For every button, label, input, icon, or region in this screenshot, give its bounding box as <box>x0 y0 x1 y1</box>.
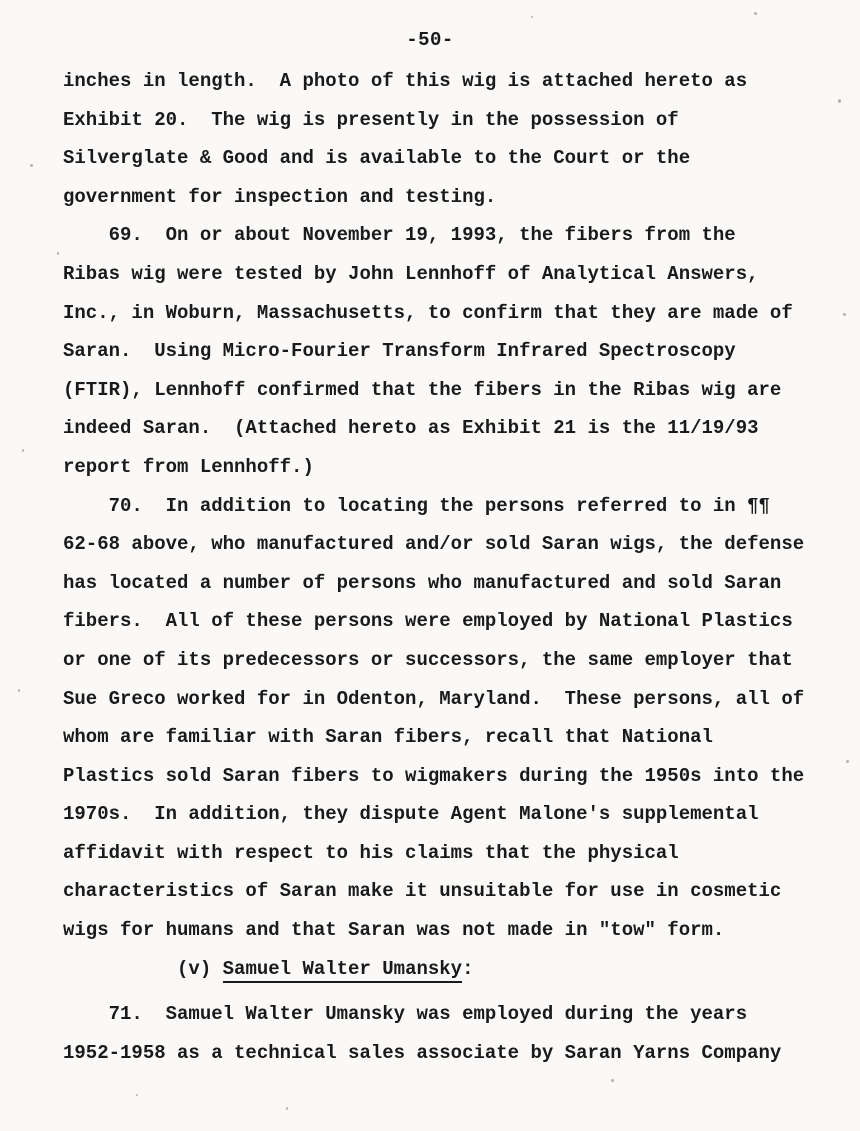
paragraph-continuation <box>63 62 860 216</box>
text-line: 70. In addition to locating the persons referred to in ¶¶ <box>63 494 770 517</box>
text-line: 1952-1958 as a technical sales associate by Saran Yarns Company <box>63 1041 782 1064</box>
text-line: characteristics of Saran make it unsuitable for use in cosmetic <box>63 880 782 903</box>
text-line: fibers. All of these persons were employed by National Plastics <box>63 610 793 633</box>
heading-prefix: (v) <box>63 957 223 980</box>
text-line: Inc., in Woburn, Massachusetts, to confirm that they are made of <box>63 301 793 324</box>
text-line: or one of its predecessors or successors, the same employer that <box>63 648 793 671</box>
scan-speckle <box>611 1079 614 1082</box>
heading-line <box>63 950 860 989</box>
text-line: indeed Saran. (Attached hereto as Exhibit 21 is the 11/19/93 <box>63 417 759 440</box>
text-line: report from Lennhoff.) <box>63 455 314 478</box>
document-body <box>0 62 860 1072</box>
text-line: Plastics sold Saran fibers to wigmakers during the 1950s into the <box>63 764 805 787</box>
text-line: Silverglate & Good and is available to the Court or the <box>63 147 691 170</box>
text-line: 62-68 above, who manufactured and/or sold Saran wigs, the defense <box>63 533 805 556</box>
text-line: whom are familiar with Saran fibers, recall that National <box>63 726 713 749</box>
heading-underlined-text: Samuel Walter Umansky <box>223 958 462 983</box>
text-line: affidavit with respect to his claims that the physical <box>63 841 679 864</box>
text-line: Ribas wig were tested by John Lennhoff of Analytical Answers, <box>63 262 759 285</box>
text-line: Exhibit 20. The wig is presently in the possession of <box>63 108 679 131</box>
text-line: has located a number of persons who manufactured and sold Saran <box>63 571 782 594</box>
text-line: (FTIR), Lennhoff confirmed that the fibers in the Ribas wig are <box>63 378 782 401</box>
subsection-v-heading <box>63 950 860 989</box>
text-line: 71. Samuel Walter Umansky was employed during the years <box>63 1003 748 1026</box>
paragraph-70 <box>63 487 860 950</box>
scan-speckle <box>136 1094 138 1096</box>
text-line: 69. On or about November 19, 1993, the fibers from the <box>63 224 736 247</box>
text-line: Sue Greco worked for in Odenton, Maryland. These persons, all of <box>63 687 805 710</box>
paragraph-71 <box>63 995 860 1072</box>
paragraph-69 <box>63 216 860 486</box>
text-line: wigs for humans and that Saran was not made in "tow" form. <box>63 919 725 942</box>
scan-speckle <box>286 1107 288 1110</box>
text-line: inches in length. A photo of this wig is attached hereto as <box>63 70 748 92</box>
text-line: 1970s. In addition, they dispute Agent Malone's supplemental <box>63 803 759 826</box>
page-number: -50- <box>406 29 454 51</box>
heading-suffix: : <box>462 957 474 980</box>
text-line: Saran. Using Micro-Fourier Transform Infrared Spectroscopy <box>63 340 736 363</box>
text-line: government for inspection and testing. <box>63 185 497 208</box>
